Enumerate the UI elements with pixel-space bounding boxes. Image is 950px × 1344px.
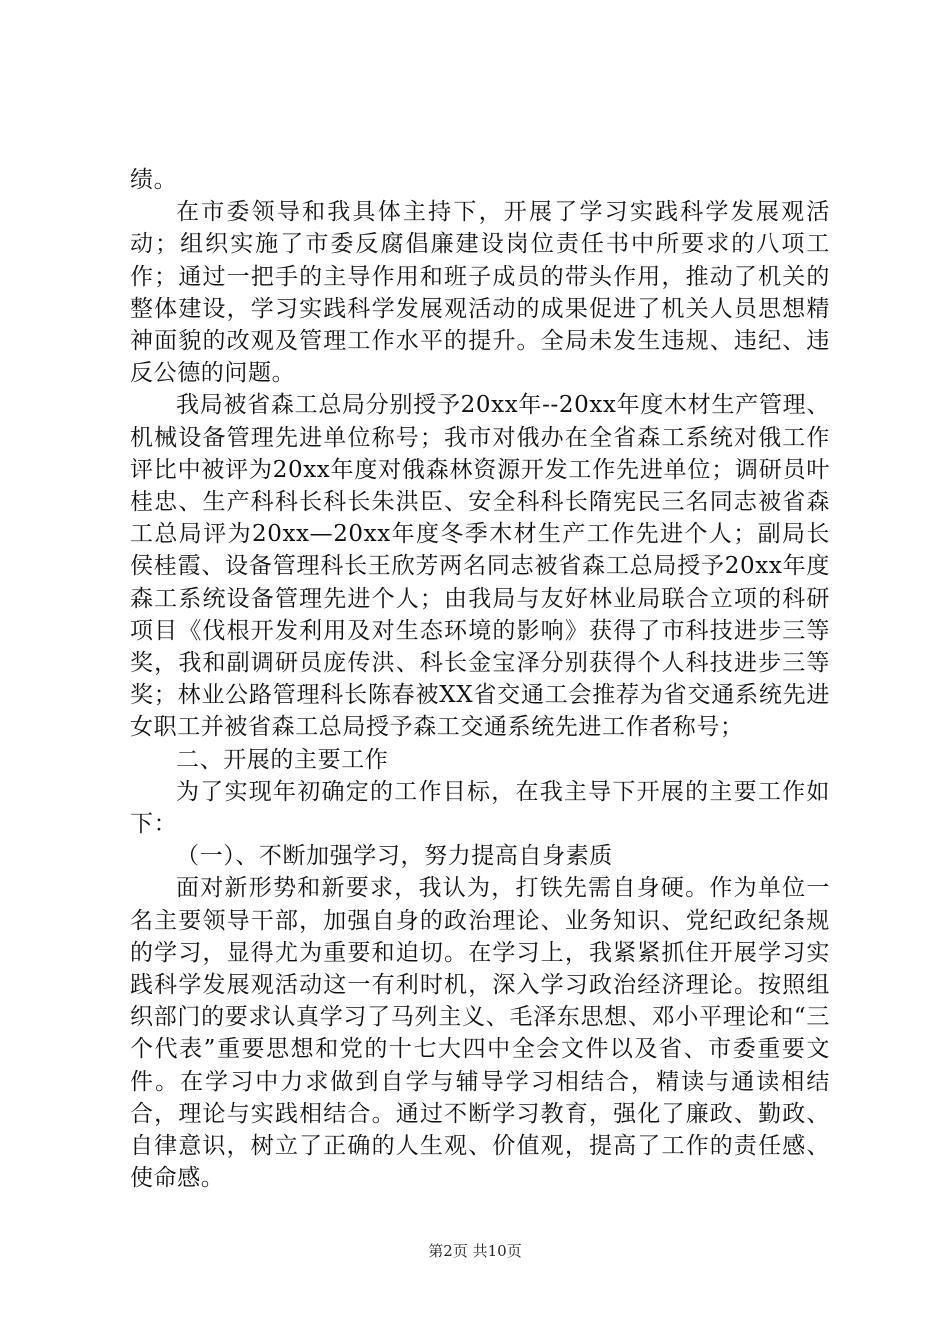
- paragraph-honors: 我局被省森工总局分别授予20xx年--20xx年度木材生产管理、机械设备管理先进单位称号；我市对俄办在全省森工系统对俄工作评比中被评为20xx年度对俄森林资源开发工作先进单位；调研员叶桂忠、生产科科长科长朱洪臣、安全科科长隋宪民三名同志被省森工总局评为20xx—20xx年度冬季木材生产工作先进个人；副局长侯桂霞、设备管理科长王欣芳两名同志被省森工总局授予20xx年度森工系统设备管理先进个人；由我局与友好林业局联合立项的科研项目《伐根开发利用及对生态环境的影响》获得了市科技进步三等奖，我和副调研员庞传洪、科长金宝泽分别获得个人科技进步三等奖；林业公路管理科长陈春被XX省交通工会推荐为省交通系统先进女职工并被省森工总局授予森工交通系统先进工作者称号；: [130, 392, 830, 741]
- paragraph-study-details: 面对新形势和新要求，我认为，打铁先需自身硬。作为单位一名主要领导干部，加强自身的政治理论、业务知识、党纪政纪条规的学习，显得尤为重要和迫切。在学习上，我紧紧抓住开展学习实践科学发展观活动这一有利时机，深入学习政治经济理论。按照组织部门的要求认真学习了马列主义、毛泽东思想、邓小平理论和“三个代表”重要思想和党的十七大四中全会文件以及省、市委重要文件。在学习中力求做到自学与辅导学习相结合，精读与通读相结合，理论与实践相结合。通过不断学习教育，强化了廉政、勤政、自律意识，树立了正确的人生观、价值观，提高了工作的责任感、使命感。: [130, 875, 830, 1192]
- paragraph-continuation: 绩。: [130, 167, 178, 193]
- paragraph-work-intro: 为了实现年初确定的工作目标，在我主导下开展的主要工作如下：: [130, 778, 830, 838]
- page-number-footer: 第2页 共10页: [428, 1242, 522, 1260]
- subheading-strengthen-study: （一）、不断加强学习，努力提高自身素质: [176, 843, 613, 870]
- section-heading-main-work: 二、开展的主要工作: [176, 746, 389, 773]
- paragraph-study-practice: 在市委领导和我具体主持下，开展了学习实践科学发展观活动；组织实施了市委反腐倡廉建设岗位责任书中所要求的八项工作；通过一把手的主导作用和班子成员的带头作用，推动了机关的整体建设，学习实践科学发展观活动的成果促进了机关人员思想精神面貌的改观及管理工作水平的提升。全局未发生违规、违纪、违反公德的问题。: [130, 199, 830, 387]
- document-body: [130, 164, 830, 1195]
